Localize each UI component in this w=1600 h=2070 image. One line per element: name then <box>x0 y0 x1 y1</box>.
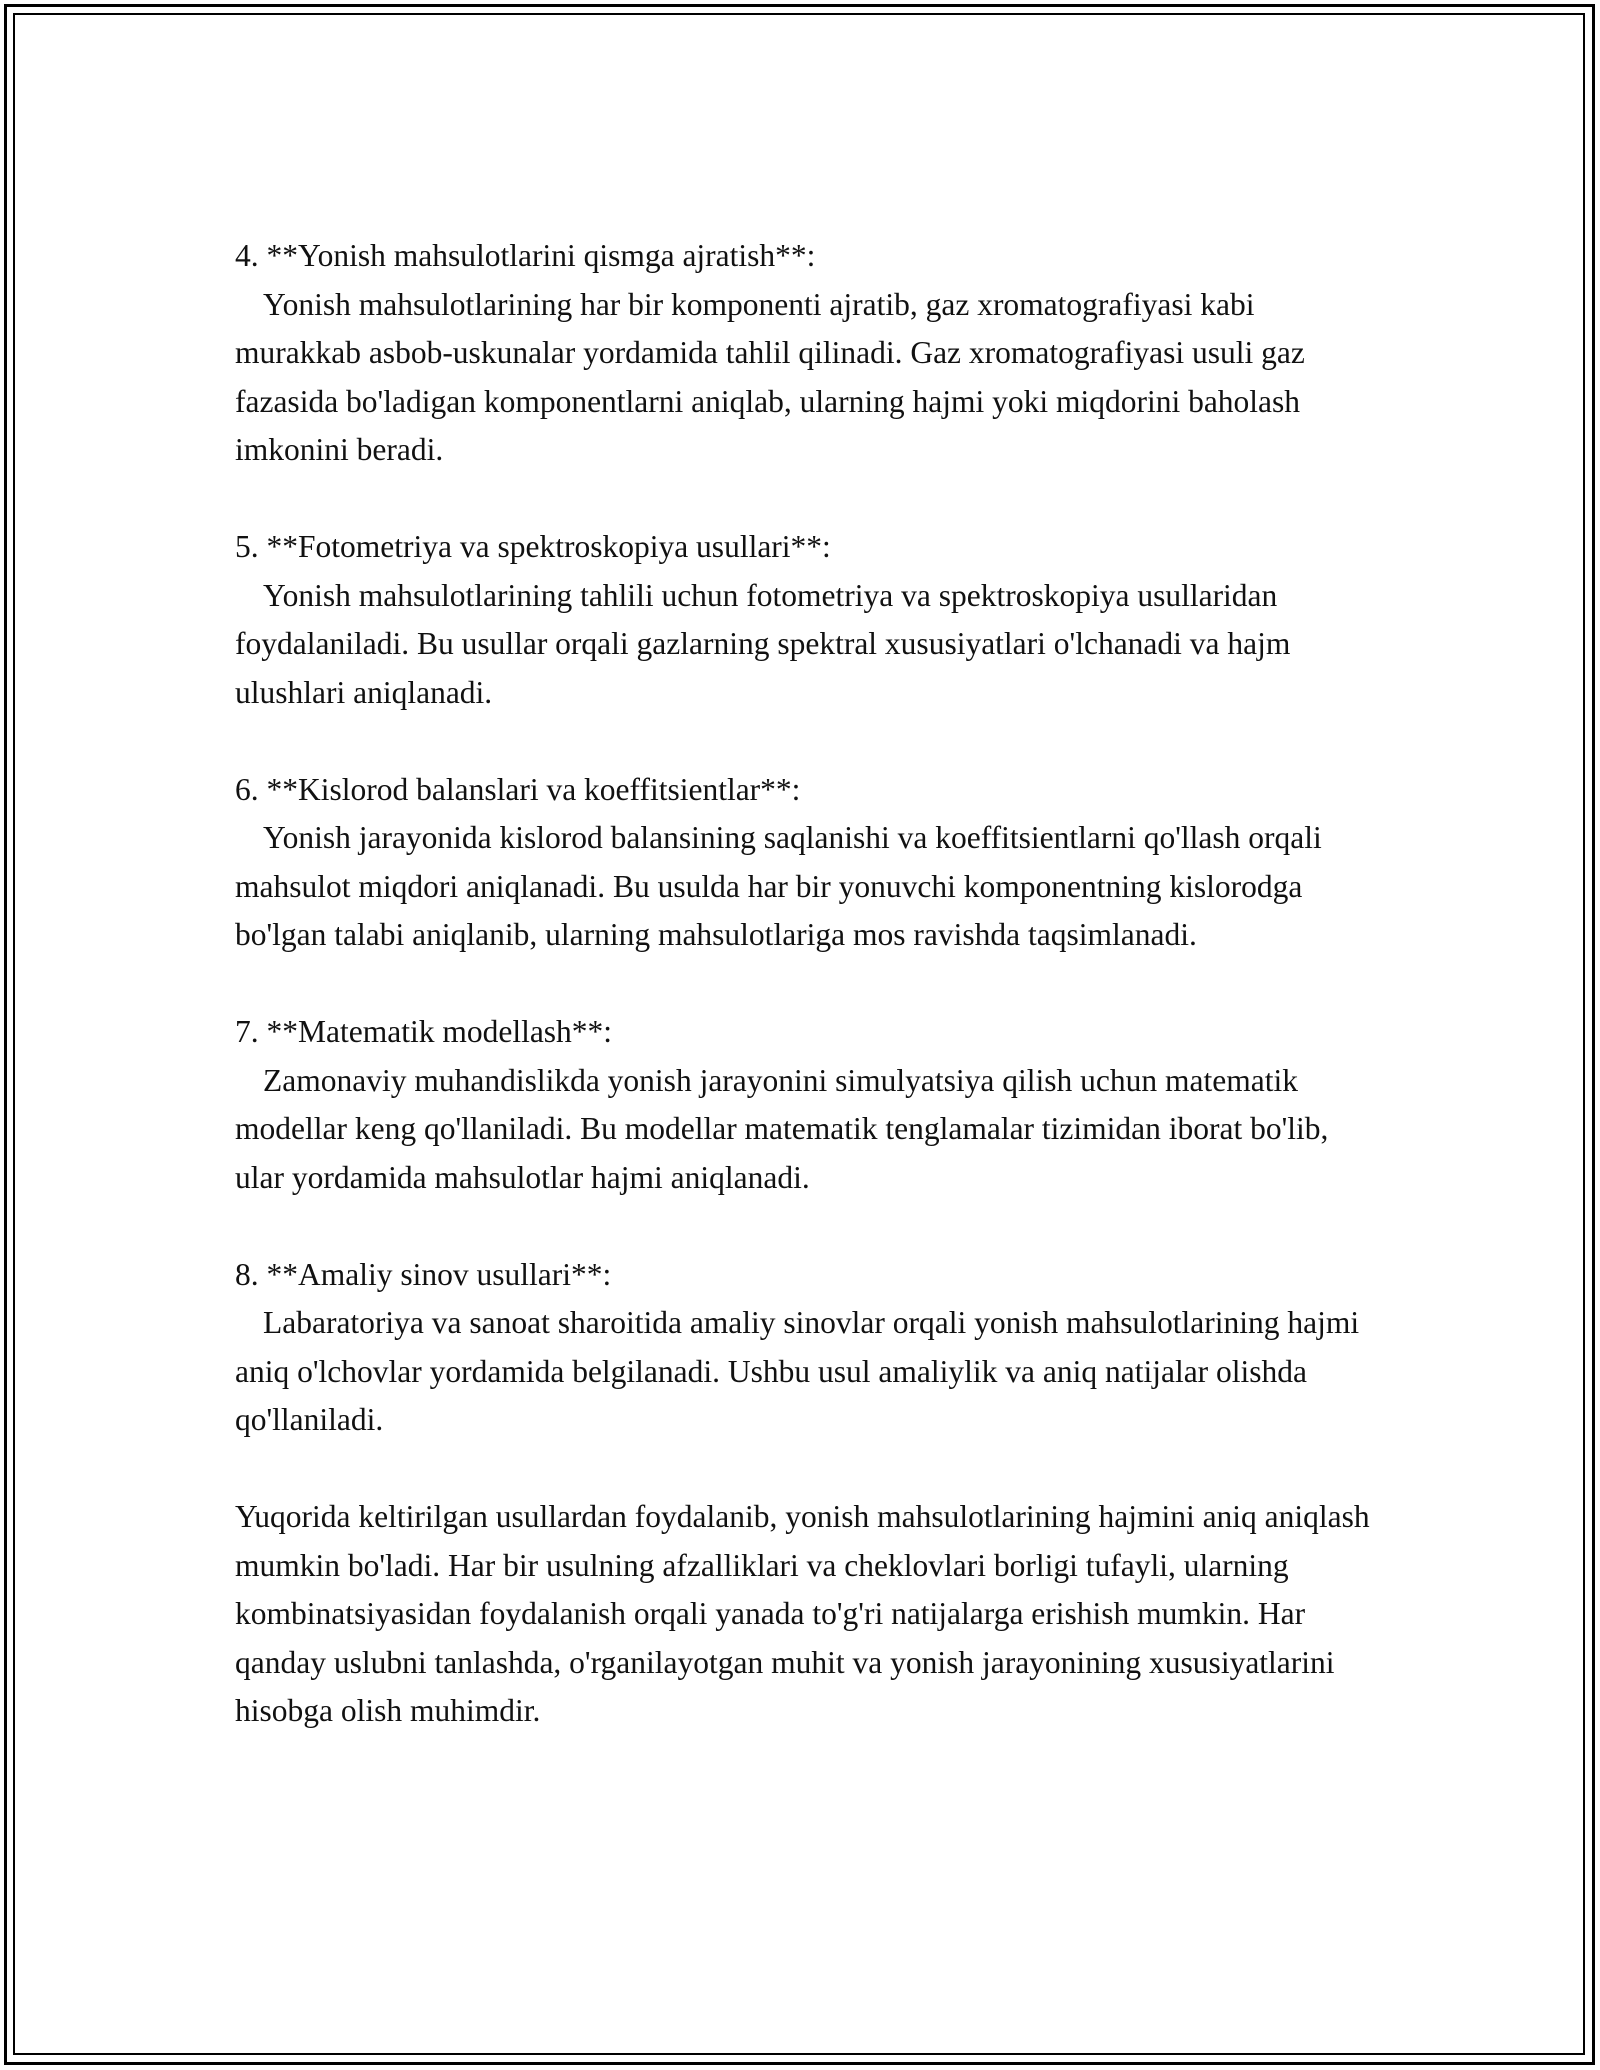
item-body: Labaratoriya va sanoat sharoitida amaliy sinovlar orqali yonish mahsulotlarining hajmi aniq o'lchovlar yordamida belgilanadi. Ushbu usul amaliylik va aniq natijalar olishda qo'llaniladi. <box>235 1305 1360 1437</box>
list-item-6 <box>235 766 1375 960</box>
item-body: Yonish jarayonida kislorod balansining saqlanishi va koeffitsientlarni qo'llash orqali mahsulot miqdori aniqlanadi. Bu usulda har bir yonuvchi komponentning kislorodga bo'lgan talabi aniqlanib, ularning mahsulotlariga mos ravishda taqsimlanadi. <box>235 820 1322 952</box>
list-item-8 <box>235 1251 1375 1445</box>
item-body: Yonish mahsulotlarining har bir komponenti ajratib, gaz xromatografiyasi kabi murakkab asbob-uskunalar yordamida tahlil qilinadi. Gaz xromatografiyasi usuli gaz fazasida bo'ladigan komponentlarni aniqlab, ularning hajmi yoki miqdorini baholash imkonini beradi. <box>235 286 1305 467</box>
item-body: Yonish mahsulotlarining tahlili uchun fotometriya va spektroskopiya usullaridan foydalaniladi. Bu usullar orqali gazlarning spektral xususiyatlari o'lchanadi va hajm ulushlari aniqlanadi. <box>235 577 1291 710</box>
list-item-7 <box>235 1008 1375 1202</box>
item-heading: 4. **Yonish mahsulotlarini qismga ajratish**: <box>235 238 816 273</box>
list-item-5 <box>235 523 1375 717</box>
item-heading: 8. **Amaliy sinov usullari**: <box>235 1256 612 1292</box>
item-heading: 6. **Kislorod balanslari va koeffitsientlar**: <box>235 771 801 807</box>
item-heading: 7. **Matematik modellash**: <box>235 1014 613 1049</box>
conclusion-paragraph: Yuqorida keltirilgan usullardan foydalanib, yonish mahsulotlarining hajmini aniq aniqlash mumkin bo'ladi. Har bir usulning afzalliklari va cheklovlari borligi tufayli, ularning kombinatsiyasidan foydalanish orqali yanada to'g'ri natijalarga erishish mumkin. Har qanday uslubni tanlashda, o'rganilayotgan muhit va yonish jarayonining xususiyatlarini hisobga olish muhimdir. <box>235 1499 1370 1728</box>
document-body <box>235 232 1375 1736</box>
item-body: Zamonaviy muhandislikda yonish jarayonini simulyatsiya qilish uchun matematik modellar keng qo'llaniladi. Bu modellar matematik tenglamalar tizimidan iborat bo'lib, ular yordamida mahsulotlar hajmi aniqlanadi. <box>235 1062 1329 1195</box>
list-item-4 <box>235 232 1375 475</box>
item-heading: 5. **Fotometriya va spektroskopiya usullari**: <box>235 529 831 564</box>
